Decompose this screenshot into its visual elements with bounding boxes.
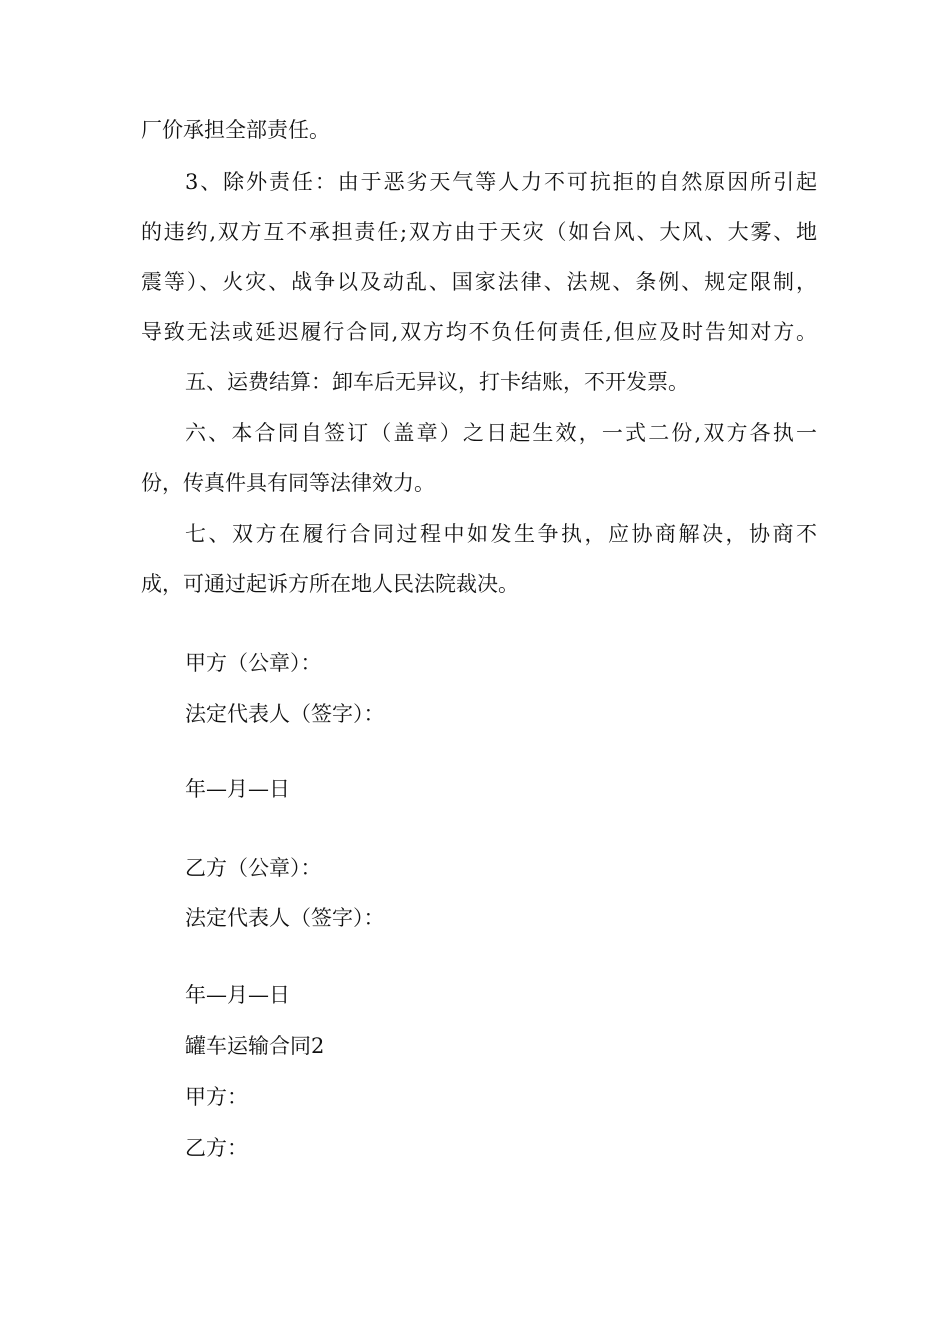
paragraph-line: 成，可通过起诉方所在地人民法院裁决。 xyxy=(141,572,519,596)
contract-party-b: 乙方： xyxy=(185,1136,248,1160)
party-b-seal: 乙方（公章）： xyxy=(185,856,322,880)
paragraph-line: 五、运费结算：卸车后无异议，打卡结账，不开发票。 xyxy=(185,370,689,394)
party-a-seal: 甲方（公章）： xyxy=(185,651,322,675)
paragraph-line: 六、本合同自签订（盖章）之日起生效，一式二份,双方各执一 xyxy=(185,421,817,445)
contract-party-a: 甲方： xyxy=(185,1085,248,1109)
paragraph-line: 3、除外责任：由于恶劣天气等人力不可抗拒的自然原因所引起 xyxy=(185,170,817,194)
paragraph-line: 厂价承担全部责任。 xyxy=(141,118,330,142)
party-a-date: 年—月—日 xyxy=(185,777,290,801)
party-a-representative: 法定代表人（签字）： xyxy=(185,702,385,726)
paragraph-line: 的违约,双方互不承担责任;双方由于天灾（如台风、大风、大雾、地 xyxy=(141,220,817,244)
party-b-representative: 法定代表人（签字）： xyxy=(185,906,385,930)
paragraph-line: 七、双方在履行合同过程中如发生争执，应协商解决，协商不 xyxy=(185,522,817,546)
paragraph-line: 份，传真件具有同等法律效力。 xyxy=(141,471,435,495)
party-b-date: 年—月—日 xyxy=(185,983,290,1007)
contract-title: 罐车运输合同2 xyxy=(185,1034,325,1058)
paragraph-line: 震等）、火灾、战争以及动乱、国家法律、法规、条例、规定限制， xyxy=(141,270,817,294)
paragraph-line: 导致无法或延迟履行合同,双方均不负任何责任,但应及时告知对方。 xyxy=(141,320,817,344)
